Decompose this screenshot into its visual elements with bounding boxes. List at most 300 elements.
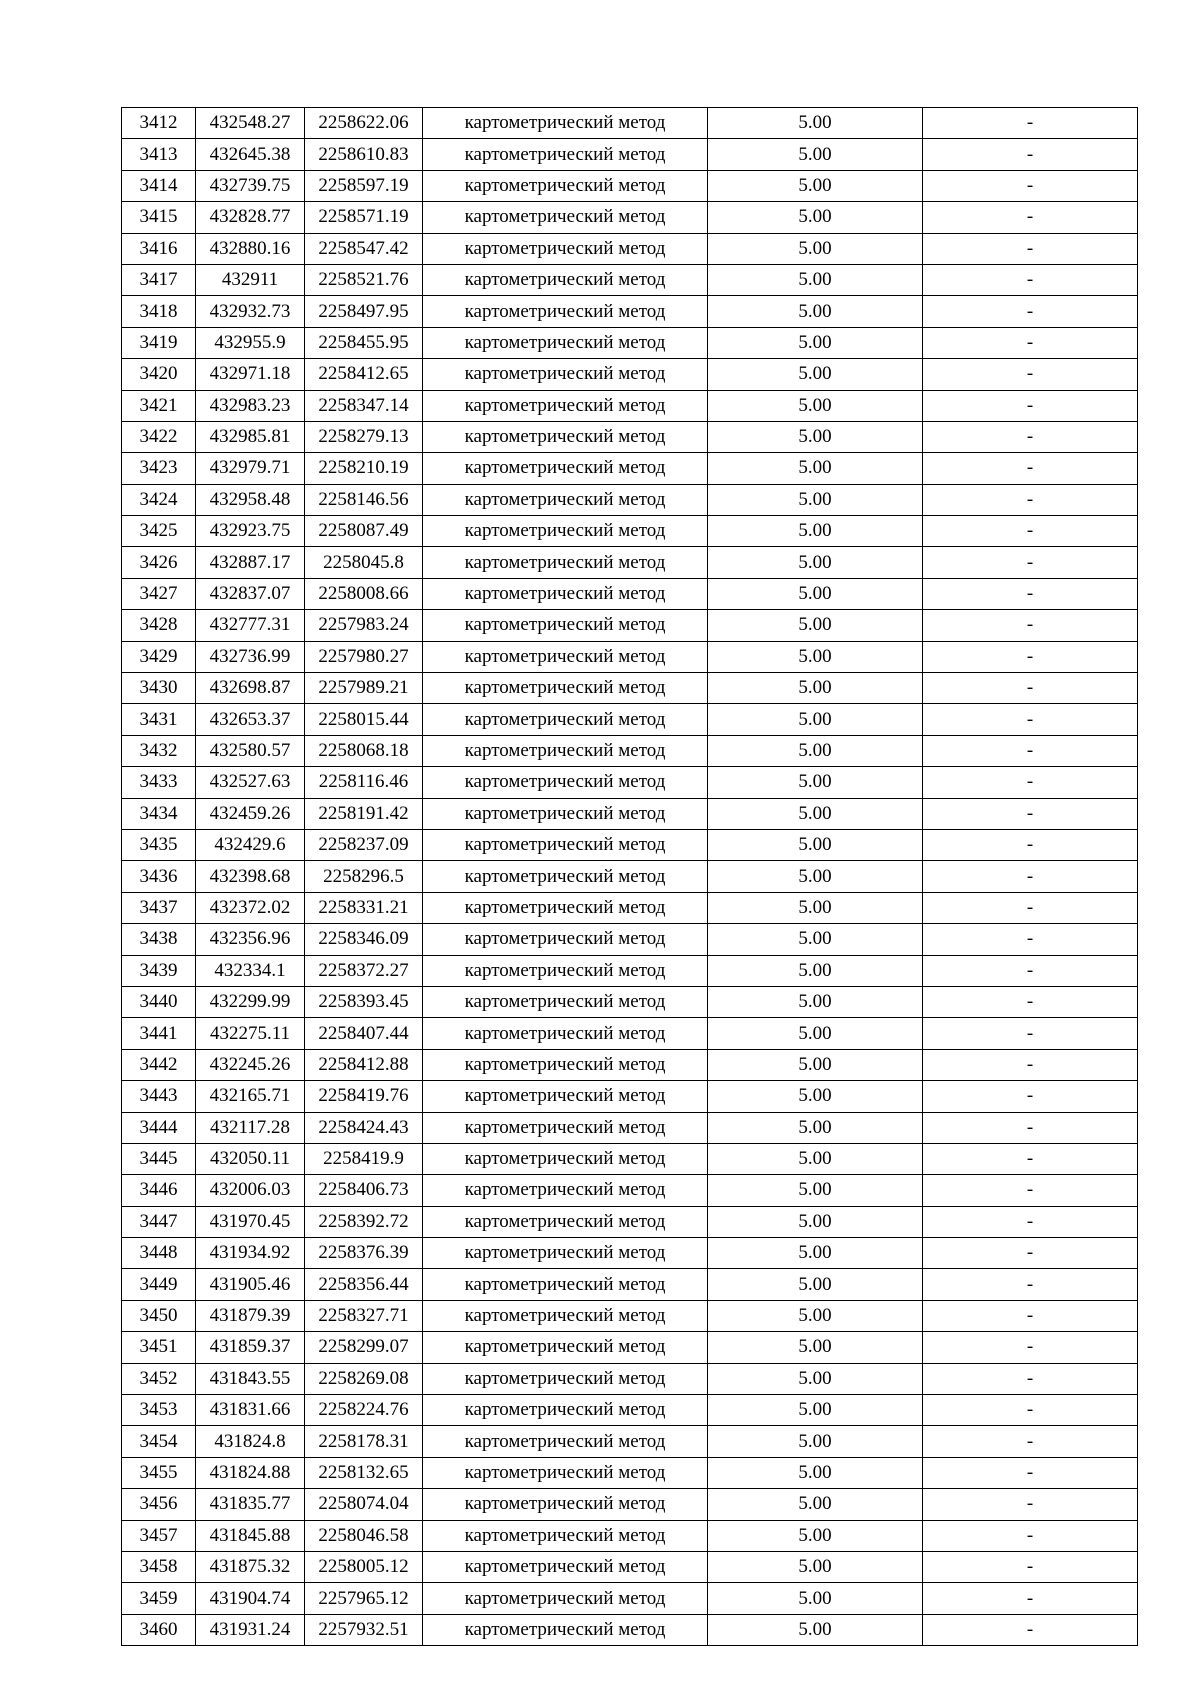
extra-cell: - — [923, 1520, 1138, 1551]
method-cell: картометрический метод — [423, 1520, 708, 1551]
extra-cell: - — [923, 955, 1138, 986]
accuracy-cell: 5.00 — [708, 170, 923, 201]
point-number-cell: 3448 — [122, 1238, 196, 1269]
method-cell: картометрический метод — [423, 1112, 708, 1143]
accuracy-cell: 5.00 — [708, 986, 923, 1017]
table-row — [122, 1551, 1138, 1582]
accuracy-cell: 5.00 — [708, 1018, 923, 1049]
extra-cell: - — [923, 1112, 1138, 1143]
y-coordinate-cell: 2258191.42 — [305, 798, 423, 829]
y-coordinate-cell: 2258327.71 — [305, 1300, 423, 1331]
method-cell: картометрический метод — [423, 1049, 708, 1080]
method-cell: картометрический метод — [423, 1457, 708, 1488]
point-number-cell: 3438 — [122, 924, 196, 955]
point-number-cell: 3419 — [122, 327, 196, 358]
table-row — [122, 578, 1138, 609]
x-coordinate-cell: 432979.71 — [196, 453, 305, 484]
point-number-cell: 3454 — [122, 1426, 196, 1457]
point-number-cell: 3443 — [122, 1081, 196, 1112]
extra-cell: - — [923, 1583, 1138, 1614]
method-cell: картометрический метод — [423, 798, 708, 829]
x-coordinate-cell: 432698.87 — [196, 673, 305, 704]
accuracy-cell: 5.00 — [708, 1300, 923, 1331]
y-coordinate-cell: 2258521.76 — [305, 264, 423, 295]
x-coordinate-cell: 432006.03 — [196, 1175, 305, 1206]
accuracy-cell: 5.00 — [708, 1583, 923, 1614]
table-row — [122, 139, 1138, 170]
table-row — [122, 610, 1138, 641]
method-cell: картометрический метод — [423, 1238, 708, 1269]
x-coordinate-cell: 432548.27 — [196, 108, 305, 139]
y-coordinate-cell: 2258045.8 — [305, 547, 423, 578]
method-cell: картометрический метод — [423, 421, 708, 452]
extra-cell: - — [923, 139, 1138, 170]
x-coordinate-cell: 432356.96 — [196, 924, 305, 955]
point-number-cell: 3458 — [122, 1551, 196, 1582]
accuracy-cell: 5.00 — [708, 484, 923, 515]
y-coordinate-cell: 2258419.9 — [305, 1143, 423, 1174]
table-row — [122, 1175, 1138, 1206]
extra-cell: - — [923, 1049, 1138, 1080]
accuracy-cell: 5.00 — [708, 1489, 923, 1520]
method-cell: картометрический метод — [423, 610, 708, 641]
y-coordinate-cell: 2258005.12 — [305, 1551, 423, 1582]
point-number-cell: 3431 — [122, 704, 196, 735]
method-cell: картометрический метод — [423, 1551, 708, 1582]
table-row — [122, 202, 1138, 233]
y-coordinate-cell: 2258547.42 — [305, 233, 423, 264]
extra-cell: - — [923, 1489, 1138, 1520]
y-coordinate-cell: 2258224.76 — [305, 1395, 423, 1426]
table-row — [122, 1332, 1138, 1363]
method-cell: картометрический метод — [423, 641, 708, 672]
method-cell: картометрический метод — [423, 108, 708, 139]
extra-cell: - — [923, 1081, 1138, 1112]
table-row — [122, 1520, 1138, 1551]
accuracy-cell: 5.00 — [708, 924, 923, 955]
accuracy-cell: 5.00 — [708, 327, 923, 358]
point-number-cell: 3425 — [122, 516, 196, 547]
method-cell: картометрический метод — [423, 767, 708, 798]
table-row — [122, 673, 1138, 704]
accuracy-cell: 5.00 — [708, 233, 923, 264]
y-coordinate-cell: 2258296.5 — [305, 861, 423, 892]
x-coordinate-cell: 431879.39 — [196, 1300, 305, 1331]
point-number-cell: 3416 — [122, 233, 196, 264]
y-coordinate-cell: 2258008.66 — [305, 578, 423, 609]
point-number-cell: 3452 — [122, 1363, 196, 1394]
x-coordinate-cell: 432777.31 — [196, 610, 305, 641]
table-row — [122, 1269, 1138, 1300]
y-coordinate-cell: 2257965.12 — [305, 1583, 423, 1614]
extra-cell: - — [923, 453, 1138, 484]
extra-cell: - — [923, 1175, 1138, 1206]
x-coordinate-cell: 431934.92 — [196, 1238, 305, 1269]
point-number-cell: 3415 — [122, 202, 196, 233]
method-cell: картометрический метод — [423, 829, 708, 860]
table-row — [122, 892, 1138, 923]
extra-cell: - — [923, 327, 1138, 358]
method-cell: картометрический метод — [423, 578, 708, 609]
method-cell: картометрический метод — [423, 673, 708, 704]
extra-cell: - — [923, 829, 1138, 860]
point-number-cell: 3451 — [122, 1332, 196, 1363]
accuracy-cell: 5.00 — [708, 390, 923, 421]
accuracy-cell: 5.00 — [708, 892, 923, 923]
extra-cell: - — [923, 484, 1138, 515]
y-coordinate-cell: 2258068.18 — [305, 735, 423, 766]
extra-cell: - — [923, 296, 1138, 327]
y-coordinate-cell: 2258597.19 — [305, 170, 423, 201]
accuracy-cell: 5.00 — [708, 1614, 923, 1645]
y-coordinate-cell: 2258412.65 — [305, 359, 423, 390]
table-row — [122, 1489, 1138, 1520]
method-cell: картометрический метод — [423, 1395, 708, 1426]
accuracy-cell: 5.00 — [708, 767, 923, 798]
y-coordinate-cell: 2258455.95 — [305, 327, 423, 358]
accuracy-cell: 5.00 — [708, 421, 923, 452]
accuracy-cell: 5.00 — [708, 1112, 923, 1143]
x-coordinate-cell: 431970.45 — [196, 1206, 305, 1237]
point-number-cell: 3426 — [122, 547, 196, 578]
extra-cell: - — [923, 264, 1138, 295]
point-number-cell: 3429 — [122, 641, 196, 672]
table-row — [122, 1457, 1138, 1488]
accuracy-cell: 5.00 — [708, 641, 923, 672]
point-number-cell: 3440 — [122, 986, 196, 1017]
method-cell: картометрический метод — [423, 233, 708, 264]
point-number-cell: 3413 — [122, 139, 196, 170]
table-row — [122, 108, 1138, 139]
method-cell: картометрический метод — [423, 1300, 708, 1331]
method-cell: картометрический метод — [423, 955, 708, 986]
y-coordinate-cell: 2258424.43 — [305, 1112, 423, 1143]
method-cell: картометрический метод — [423, 202, 708, 233]
point-number-cell: 3434 — [122, 798, 196, 829]
point-number-cell: 3457 — [122, 1520, 196, 1551]
extra-cell: - — [923, 1332, 1138, 1363]
extra-cell: - — [923, 767, 1138, 798]
y-coordinate-cell: 2258087.49 — [305, 516, 423, 547]
extra-cell: - — [923, 170, 1138, 201]
extra-cell: - — [923, 924, 1138, 955]
table-row — [122, 1081, 1138, 1112]
method-cell: картометрический метод — [423, 1332, 708, 1363]
y-coordinate-cell: 2258331.21 — [305, 892, 423, 923]
y-coordinate-cell: 2258074.04 — [305, 1489, 423, 1520]
extra-cell: - — [923, 1206, 1138, 1237]
table-row — [122, 421, 1138, 452]
accuracy-cell: 5.00 — [708, 1269, 923, 1300]
x-coordinate-cell: 431931.24 — [196, 1614, 305, 1645]
y-coordinate-cell: 2258269.08 — [305, 1363, 423, 1394]
table-row — [122, 1206, 1138, 1237]
table-row — [122, 955, 1138, 986]
method-cell: картометрический метод — [423, 547, 708, 578]
extra-cell: - — [923, 1457, 1138, 1488]
x-coordinate-cell: 432736.99 — [196, 641, 305, 672]
accuracy-cell: 5.00 — [708, 704, 923, 735]
table-row — [122, 1395, 1138, 1426]
x-coordinate-cell: 432958.48 — [196, 484, 305, 515]
point-number-cell: 3459 — [122, 1583, 196, 1614]
method-cell: картометрический метод — [423, 453, 708, 484]
extra-cell: - — [923, 233, 1138, 264]
x-coordinate-cell: 432275.11 — [196, 1018, 305, 1049]
method-cell: картометрический метод — [423, 1018, 708, 1049]
x-coordinate-cell: 432911 — [196, 264, 305, 295]
method-cell: картометрический метод — [423, 170, 708, 201]
point-number-cell: 3428 — [122, 610, 196, 641]
point-number-cell: 3447 — [122, 1206, 196, 1237]
point-number-cell: 3421 — [122, 390, 196, 421]
point-number-cell: 3414 — [122, 170, 196, 201]
x-coordinate-cell: 432985.81 — [196, 421, 305, 452]
x-coordinate-cell: 432165.71 — [196, 1081, 305, 1112]
method-cell: картометрический метод — [423, 327, 708, 358]
accuracy-cell: 5.00 — [708, 1206, 923, 1237]
y-coordinate-cell: 2258622.06 — [305, 108, 423, 139]
point-number-cell: 3450 — [122, 1300, 196, 1331]
x-coordinate-cell: 432459.26 — [196, 798, 305, 829]
table-row — [122, 1049, 1138, 1080]
accuracy-cell: 5.00 — [708, 1551, 923, 1582]
y-coordinate-cell: 2258356.44 — [305, 1269, 423, 1300]
point-number-cell: 3435 — [122, 829, 196, 860]
y-coordinate-cell: 2258407.44 — [305, 1018, 423, 1049]
table-row — [122, 516, 1138, 547]
x-coordinate-cell: 432983.23 — [196, 390, 305, 421]
x-coordinate-cell: 432398.68 — [196, 861, 305, 892]
coordinates-table — [121, 107, 1138, 1646]
x-coordinate-cell: 432245.26 — [196, 1049, 305, 1080]
table-row — [122, 1426, 1138, 1457]
extra-cell: - — [923, 1363, 1138, 1394]
accuracy-cell: 5.00 — [708, 1395, 923, 1426]
y-coordinate-cell: 2258406.73 — [305, 1175, 423, 1206]
table-row — [122, 264, 1138, 295]
x-coordinate-cell: 431875.32 — [196, 1551, 305, 1582]
y-coordinate-cell: 2258610.83 — [305, 139, 423, 170]
y-coordinate-cell: 2258347.14 — [305, 390, 423, 421]
x-coordinate-cell: 432050.11 — [196, 1143, 305, 1174]
coordinates-table-body — [122, 108, 1138, 1646]
x-coordinate-cell: 432580.57 — [196, 735, 305, 766]
x-coordinate-cell: 432739.75 — [196, 170, 305, 201]
table-row — [122, 233, 1138, 264]
table-row — [122, 861, 1138, 892]
x-coordinate-cell: 431904.74 — [196, 1583, 305, 1614]
extra-cell: - — [923, 1551, 1138, 1582]
method-cell: картометрический метод — [423, 1269, 708, 1300]
accuracy-cell: 5.00 — [708, 359, 923, 390]
table-row — [122, 359, 1138, 390]
point-number-cell: 3412 — [122, 108, 196, 139]
x-coordinate-cell: 432932.73 — [196, 296, 305, 327]
y-coordinate-cell: 2258571.19 — [305, 202, 423, 233]
method-cell: картометрический метод — [423, 1175, 708, 1206]
x-coordinate-cell: 431824.8 — [196, 1426, 305, 1457]
method-cell: картометрический метод — [423, 892, 708, 923]
table-row — [122, 1583, 1138, 1614]
extra-cell: - — [923, 516, 1138, 547]
table-row — [122, 641, 1138, 672]
extra-cell: - — [923, 421, 1138, 452]
y-coordinate-cell: 2258376.39 — [305, 1238, 423, 1269]
accuracy-cell: 5.00 — [708, 108, 923, 139]
extra-cell: - — [923, 1018, 1138, 1049]
accuracy-cell: 5.00 — [708, 453, 923, 484]
table-row — [122, 296, 1138, 327]
table-row — [122, 1112, 1138, 1143]
point-number-cell: 3422 — [122, 421, 196, 452]
method-cell: картометрический метод — [423, 1489, 708, 1520]
y-coordinate-cell: 2258237.09 — [305, 829, 423, 860]
y-coordinate-cell: 2258299.07 — [305, 1332, 423, 1363]
x-coordinate-cell: 431845.88 — [196, 1520, 305, 1551]
method-cell: картометрический метод — [423, 296, 708, 327]
x-coordinate-cell: 432955.9 — [196, 327, 305, 358]
table-row — [122, 1300, 1138, 1331]
x-coordinate-cell: 432880.16 — [196, 233, 305, 264]
point-number-cell: 3417 — [122, 264, 196, 295]
table-row — [122, 547, 1138, 578]
table-row — [122, 484, 1138, 515]
x-coordinate-cell: 431831.66 — [196, 1395, 305, 1426]
method-cell: картометрический метод — [423, 1426, 708, 1457]
y-coordinate-cell: 2258497.95 — [305, 296, 423, 327]
point-number-cell: 3418 — [122, 296, 196, 327]
y-coordinate-cell: 2258178.31 — [305, 1426, 423, 1457]
point-number-cell: 3433 — [122, 767, 196, 798]
point-number-cell: 3460 — [122, 1614, 196, 1645]
x-coordinate-cell: 432653.37 — [196, 704, 305, 735]
accuracy-cell: 5.00 — [708, 1175, 923, 1206]
y-coordinate-cell: 2258132.65 — [305, 1457, 423, 1488]
extra-cell: - — [923, 986, 1138, 1017]
y-coordinate-cell: 2257983.24 — [305, 610, 423, 641]
accuracy-cell: 5.00 — [708, 610, 923, 641]
extra-cell: - — [923, 641, 1138, 672]
extra-cell: - — [923, 1143, 1138, 1174]
accuracy-cell: 5.00 — [708, 547, 923, 578]
x-coordinate-cell: 432971.18 — [196, 359, 305, 390]
method-cell: картометрический метод — [423, 1206, 708, 1237]
point-number-cell: 3432 — [122, 735, 196, 766]
method-cell: картометрический метод — [423, 359, 708, 390]
y-coordinate-cell: 2258146.56 — [305, 484, 423, 515]
x-coordinate-cell: 432645.38 — [196, 139, 305, 170]
extra-cell: - — [923, 704, 1138, 735]
y-coordinate-cell: 2258116.46 — [305, 767, 423, 798]
point-number-cell: 3437 — [122, 892, 196, 923]
y-coordinate-cell: 2258392.72 — [305, 1206, 423, 1237]
extra-cell: - — [923, 108, 1138, 139]
point-number-cell: 3439 — [122, 955, 196, 986]
y-coordinate-cell: 2258393.45 — [305, 986, 423, 1017]
extra-cell: - — [923, 610, 1138, 641]
accuracy-cell: 5.00 — [708, 673, 923, 704]
table-row — [122, 704, 1138, 735]
y-coordinate-cell: 2258279.13 — [305, 421, 423, 452]
x-coordinate-cell: 431905.46 — [196, 1269, 305, 1300]
accuracy-cell: 5.00 — [708, 1332, 923, 1363]
accuracy-cell: 5.00 — [708, 955, 923, 986]
accuracy-cell: 5.00 — [708, 1049, 923, 1080]
x-coordinate-cell: 431843.55 — [196, 1363, 305, 1394]
extra-cell: - — [923, 735, 1138, 766]
method-cell: картометрический метод — [423, 861, 708, 892]
extra-cell: - — [923, 1269, 1138, 1300]
accuracy-cell: 5.00 — [708, 861, 923, 892]
accuracy-cell: 5.00 — [708, 202, 923, 233]
accuracy-cell: 5.00 — [708, 735, 923, 766]
point-number-cell: 3456 — [122, 1489, 196, 1520]
extra-cell: - — [923, 578, 1138, 609]
method-cell: картометрический метод — [423, 390, 708, 421]
accuracy-cell: 5.00 — [708, 1363, 923, 1394]
extra-cell: - — [923, 547, 1138, 578]
point-number-cell: 3436 — [122, 861, 196, 892]
y-coordinate-cell: 2258419.76 — [305, 1081, 423, 1112]
point-number-cell: 3449 — [122, 1269, 196, 1300]
x-coordinate-cell: 432527.63 — [196, 767, 305, 798]
table-row — [122, 767, 1138, 798]
x-coordinate-cell: 432837.07 — [196, 578, 305, 609]
x-coordinate-cell: 432372.02 — [196, 892, 305, 923]
x-coordinate-cell: 431835.77 — [196, 1489, 305, 1520]
extra-cell: - — [923, 1426, 1138, 1457]
point-number-cell: 3441 — [122, 1018, 196, 1049]
accuracy-cell: 5.00 — [708, 1457, 923, 1488]
extra-cell: - — [923, 1300, 1138, 1331]
x-coordinate-cell: 432429.6 — [196, 829, 305, 860]
accuracy-cell: 5.00 — [708, 1143, 923, 1174]
table-row — [122, 390, 1138, 421]
method-cell: картометрический метод — [423, 986, 708, 1017]
method-cell: картометрический метод — [423, 1583, 708, 1614]
accuracy-cell: 5.00 — [708, 139, 923, 170]
method-cell: картометрический метод — [423, 264, 708, 295]
y-coordinate-cell: 2257932.51 — [305, 1614, 423, 1645]
point-number-cell: 3420 — [122, 359, 196, 390]
x-coordinate-cell: 432117.28 — [196, 1112, 305, 1143]
accuracy-cell: 5.00 — [708, 1426, 923, 1457]
point-number-cell: 3423 — [122, 453, 196, 484]
method-cell: картометрический метод — [423, 516, 708, 547]
method-cell: картометрический метод — [423, 1143, 708, 1174]
point-number-cell: 3453 — [122, 1395, 196, 1426]
point-number-cell: 3427 — [122, 578, 196, 609]
table-row — [122, 1363, 1138, 1394]
method-cell: картометрический метод — [423, 1081, 708, 1112]
y-coordinate-cell: 2257989.21 — [305, 673, 423, 704]
accuracy-cell: 5.00 — [708, 1520, 923, 1551]
accuracy-cell: 5.00 — [708, 296, 923, 327]
table-row — [122, 453, 1138, 484]
extra-cell: - — [923, 202, 1138, 233]
table-row — [122, 1614, 1138, 1645]
accuracy-cell: 5.00 — [708, 516, 923, 547]
y-coordinate-cell: 2258372.27 — [305, 955, 423, 986]
extra-cell: - — [923, 1614, 1138, 1645]
y-coordinate-cell: 2258210.19 — [305, 453, 423, 484]
y-coordinate-cell: 2258412.88 — [305, 1049, 423, 1080]
point-number-cell: 3444 — [122, 1112, 196, 1143]
method-cell: картометрический метод — [423, 704, 708, 735]
accuracy-cell: 5.00 — [708, 829, 923, 860]
table-row — [122, 735, 1138, 766]
